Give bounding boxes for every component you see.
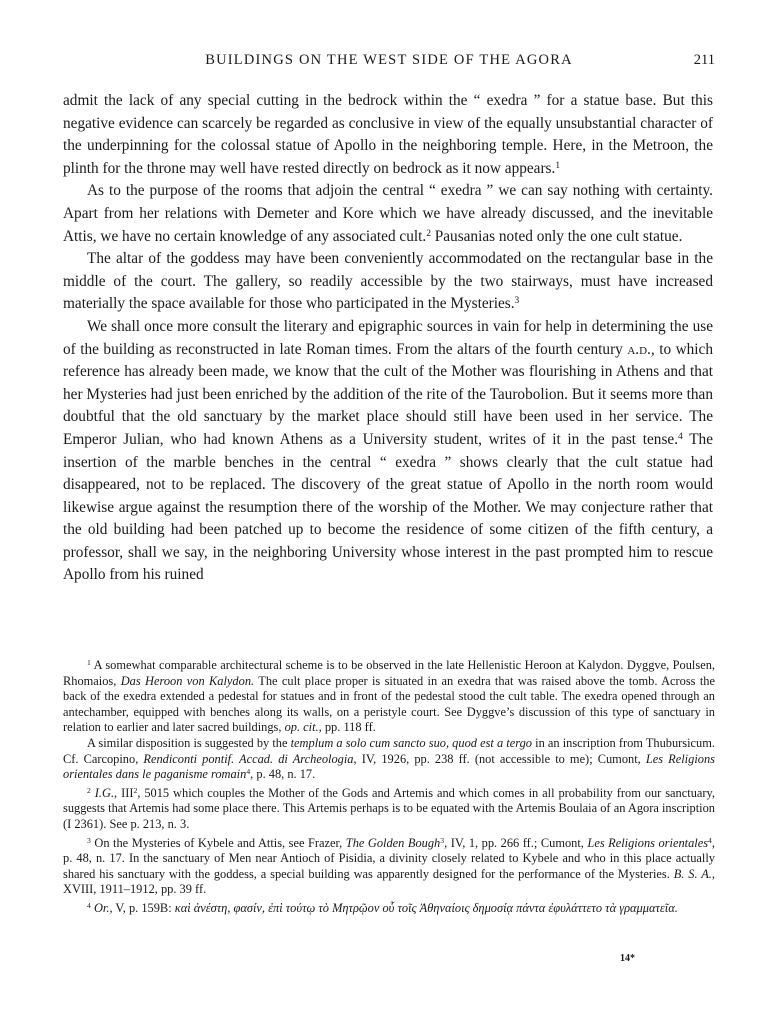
footnote-ref: 1 bbox=[555, 160, 561, 171]
footnote-ref: 2 bbox=[426, 228, 431, 239]
footnote-mark: 2 bbox=[87, 785, 91, 795]
footnote-ref: 4 bbox=[678, 431, 683, 442]
running-title: BUILDINGS ON THE WEST SIDE OF THE AGORA bbox=[205, 52, 573, 68]
footnote: $^1$ A somewhat comparable architectural scheme is to be observed in the late Hellenistic Heroon at Kalydon. Dyggve, Poulsen, Rhomaios, Das Heroon von Kalydon. The cult place proper is situated in an exedra that was raised above the tomb. Across the back of the exedra extended a pedestal for statues and in front of the pedestal stood the cult table. The exedra opened through an antechamber, equipped with benches along its walls, on a peristyle court. See Dyggve’s discussion of this type of sanctuary in relation to earlier and later sacred buildings, op. cit., pp. 118 ff. bbox=[63, 657, 715, 735]
paragraph: We shall once more consult the literary and epigraphic sources in vain for help in determining the use of the building as reconstructed in late Roman times. From the altars of the fourth century a.d., to which reference has already been made, we know that the cult of the Mother was flourishing in Athens and that her Mysteries had just been enriched by the addition of the rite of the Taurobolion. But it seems more than doubtful that the old sanctuary by the market place should still have been used in her service. The Emperor Julian, who had known Athens as a University student, writes of it in the past tense.$^4$ The insertion of the marble benches in the central “ exedra ” shows clearly that the cult statue had disappeared, not to be replaced. The discovery of the great statue of Apollo in the north room would likewise argue against the resumption there of the worship of the Mother. We may conjecture rather that the old building had been patched up to become the residence of some citizen of the fifth century, a professor, shall we say, in the neighboring University whose interest in the past prompted him to rescue Apollo from his ruined bbox=[63, 317, 713, 584]
greek-quotation: καὶ ἀνέστη, φασίν, ἐπὶ τούτῳ τὸ Μητρῷον οὗ τοῖς Ἀθηναίοις δημοσίᾳ πάντα ἐφυλάττετο τὰ γραμματεῖα. bbox=[174, 900, 678, 915]
footnote-mark: 4 bbox=[87, 900, 91, 910]
page-header bbox=[63, 52, 715, 72]
main-text bbox=[63, 90, 713, 587]
page-number: 211 bbox=[693, 52, 715, 68]
signature-mark: 14* bbox=[620, 953, 635, 964]
footnote: $^3$ On the Mysteries of Kybele and Attis, see Frazer, The Golden Bough$^3$, IV, 1, pp. 266 ff.; Cumont, Les Religions orientales$^4$, p. 48, n. 17. In the sanctuary of Men near Antioch of Pisidia, a divinity closely related to Kybele and who in this place actually shared his sanctuary with the goddess, a special building was apparently designed for the performance of the Mysteries. B. S. A., XVIII, 1911–1912, pp. 39 ff. bbox=[63, 835, 715, 897]
footnote: $^4$ Or., V, p. 159B: καὶ ἀνέστη, φασίν, ἐπὶ τούτῳ τὸ Μητρῷον οὗ τοῖς Ἀθηναίοις δημοσίᾳ πάντα ἐφυλάττετο τὰ γραμματεῖα. bbox=[87, 900, 678, 915]
paragraph: admit the lack of any special cutting in the bedrock within the “ exedra ” for a statue base. But this negative evidence can scarcely be regarded as conclusive in view of the equally unsubstantial character of the underpinning for the colossal statue of Apollo in the neighboring temple. Here, in the Metroon, the plinth for the throne may well have rested directly on bedrock as it now appears.$^1$ bbox=[63, 92, 713, 177]
footnote-mark: 3 bbox=[87, 835, 91, 845]
footnote-continuation: A similar disposition is suggested by the templum a solo cum sancto suo, quod est a tergo in an inscription from Thubursicum. Cf. Carcopino, Rendiconti pontif. Accad. di Archeologia, IV, 1926, pp. 238 ff. (not accessible to me); Cumont, Les Religions orientales dans le paganisme romain$^4$, p. 48, n. 17. bbox=[63, 735, 715, 782]
footnotes bbox=[63, 658, 715, 917]
footnote: $^2$ I.G., III$^2$, 5015 which couples the Mother of the Gods and Artemis and which comes in all probability from our sanctuary, suggests that Artemis had some place there. This Artemis perhaps is to be equated with the Artemis Boulaia of an Agora inscription (I 2361). See p. 213, n. 3. bbox=[63, 785, 716, 831]
footnote-mark: 1 bbox=[87, 657, 91, 667]
paragraph: As to the purpose of the rooms that adjoin the central “ exedra ” we can say nothing with certainty. Apart from her relations with Demeter and Kore which we have already discussed, and the inevitable Attis, we have no certain knowledge of any associated cult.$^2$ Pausanias noted only the one cult statue. bbox=[63, 182, 713, 245]
footnote-ref: 3 bbox=[514, 296, 520, 307]
paragraph: The altar of the goddess may have been conveniently accommodated on the rectangular base in the middle of the court. The gallery, so readily accessible by the two stairways, must have increased materially the space available for those who participated in the Mysteries.$^3$ bbox=[63, 250, 713, 313]
